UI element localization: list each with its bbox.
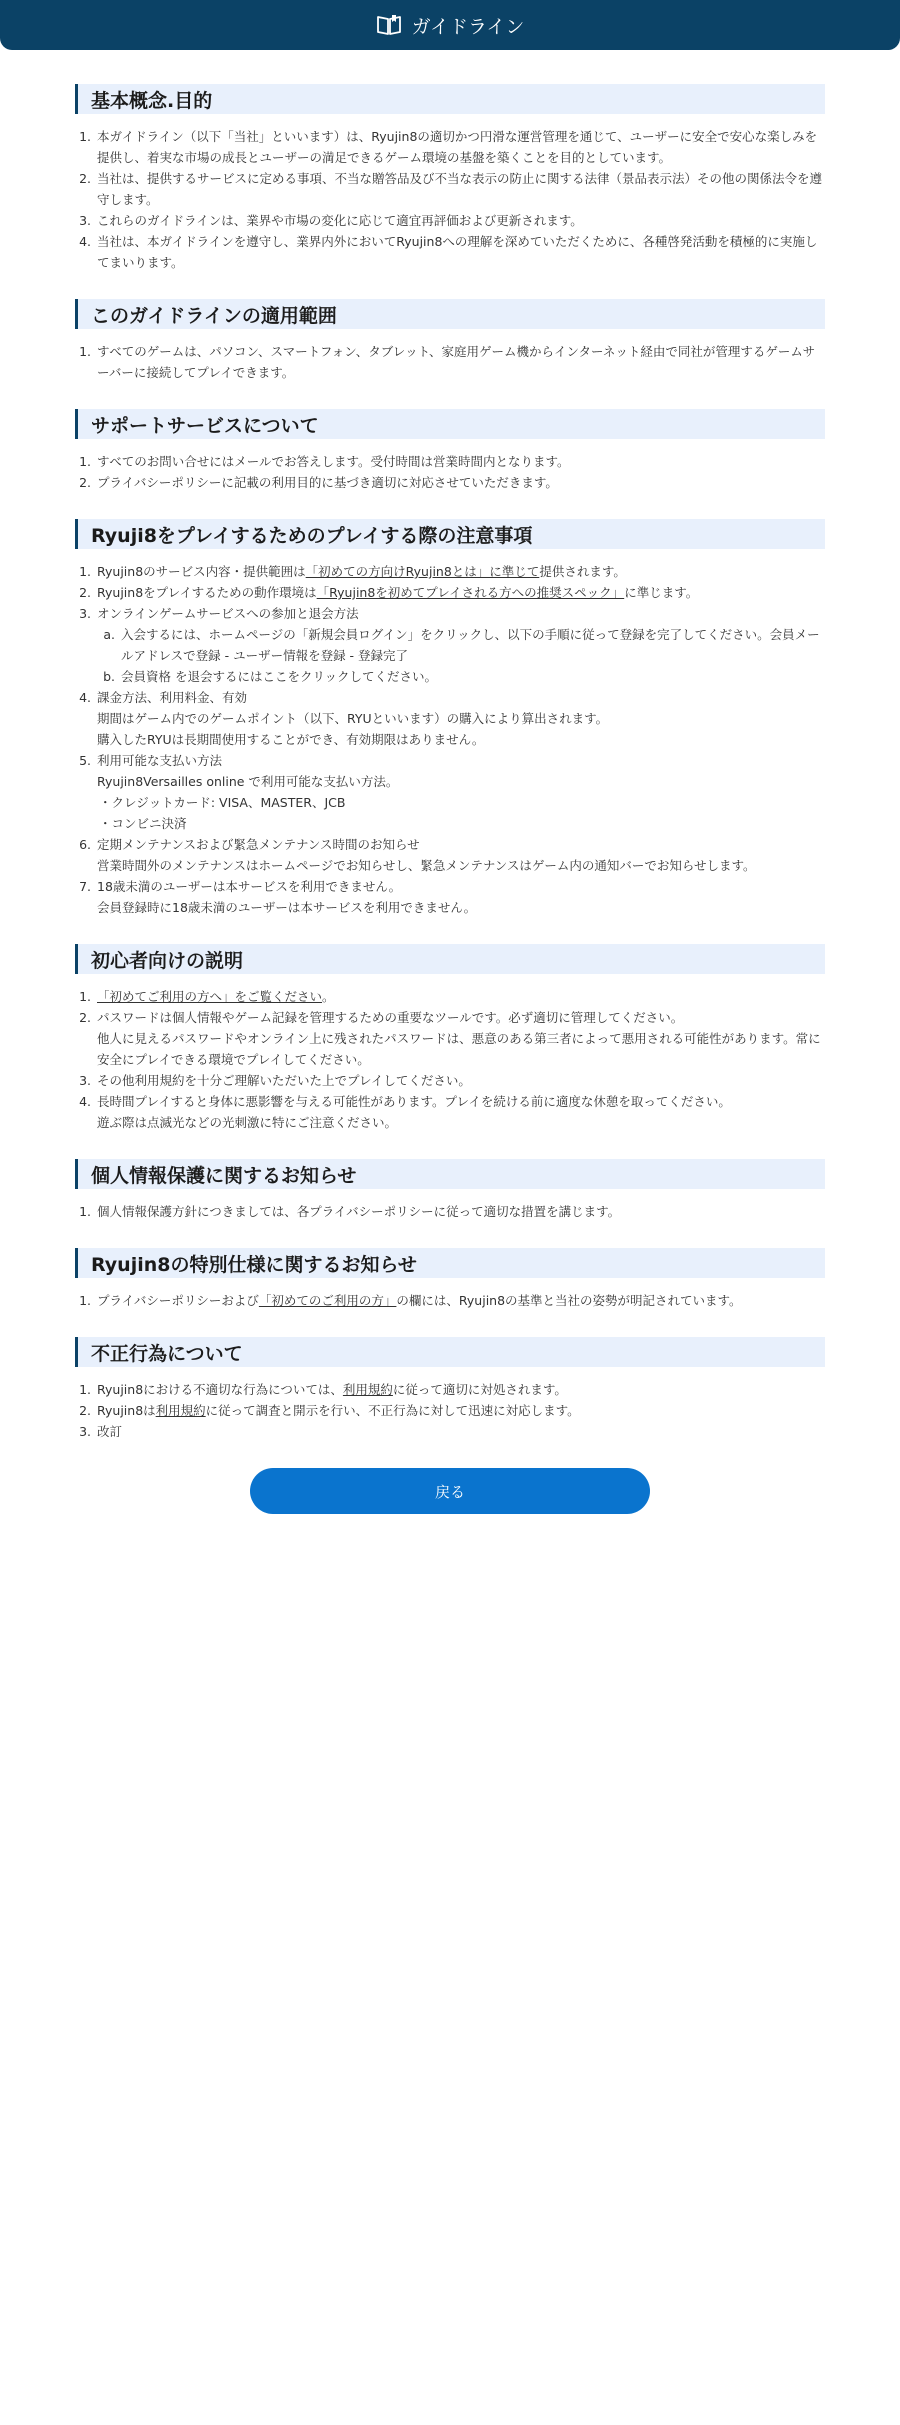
item-text: に従って適切に対処されます。 (392, 1382, 567, 1397)
list-item: 1. 本ガイドライン（以下「当社」といいます）は、Ryujin8の適切かつ円滑な運営管理を通じて、ユーザーに安全で安心な楽しみを提供し、着実な市場の成長とユーザーの満足できるゲーム環境の基盤を築くことを目的としています。 (95, 126, 825, 168)
list-item: 2. 当社は、提供するサービスに定める事項、不当な贈答品及び不当な表示の防止に関する法律（景品表示法）その他の関係法令を遵守します。 (95, 168, 825, 210)
list-item: 1. 個人情報保護方針につきましては、各プライバシーポリシーに従って適切な措置を講じます。 (95, 1201, 825, 1222)
list-item (95, 1290, 825, 1311)
list-item: 1. すべてのゲームは、パソコン、スマートフォン、タブレット、家庭用ゲーム機からインターネット経由で同社が管理するゲームサーバーに接続してプレイできます。 (95, 341, 825, 383)
list-item (95, 582, 825, 603)
section-list (75, 561, 825, 918)
sub-list-item: a. 入会するには、ホームページの「新規会員ログイン」をクリックし、以下の手順に従って登録を完了してください。会員メールアドレスで登録 - ユーザー情報を登録 - 登録完了 (119, 624, 825, 666)
section-list (75, 1201, 825, 1222)
list-item: 4. 当社は、本ガイドラインを遵守し、業界内外においてRyujin8への理解を深めていただくために、各種啓発活動を積極的に実施してまいります。 (95, 231, 825, 273)
list-item (95, 1091, 825, 1133)
section-play-notes (75, 519, 825, 918)
item-detail: 営業時間外のメンテナンスはホームページでお知らせし、緊急メンテナンスはゲーム内の通知バーでお知らせします。 (97, 858, 756, 873)
page-header (0, 0, 900, 50)
section-title: 基本概念.目的 (75, 84, 825, 114)
item-text: に準じます。 (624, 585, 699, 600)
section-list (75, 126, 825, 273)
list-item (95, 1379, 825, 1400)
list-item (95, 687, 825, 750)
item-text: Ryujin8における不適切な行為については、 (97, 1382, 343, 1397)
section-title: 初心者向けの説明 (75, 944, 825, 974)
sub-list (97, 624, 825, 687)
section-title: 不正行為について (75, 1337, 825, 1367)
item-text: Ryujin8は (97, 1403, 156, 1418)
guideline-content (0, 50, 900, 1514)
section-special-spec (75, 1248, 825, 1311)
item-text: Ryujin8のサービス内容・提供範囲は (97, 564, 306, 579)
section-title: サポートサービスについて (75, 409, 825, 439)
item-text: に従って調査と開示を行い、不正行為に対して迅速に対応します。 (205, 1403, 580, 1418)
section-title: 個人情報保護に関するお知らせ (75, 1159, 825, 1189)
item-text: 定期メンテナンスおよび緊急メンテナンス時間のお知らせ (97, 837, 420, 852)
section-list (75, 341, 825, 383)
list-item: 3. その他利用規約を十分ご理解いただいた上でプレイしてください。 (95, 1070, 825, 1091)
item-text: 長時間プレイすると身体に悪影響を与える可能性があります。プレイを続ける前に適度な休憩を取ってください。 (97, 1094, 731, 1109)
section-misconduct (75, 1337, 825, 1442)
item-detail: 期間はゲーム内でのゲームポイント（以下、RYUといいます）の購入により算出されます。 (97, 711, 609, 726)
back-button[interactable]: 戻る (250, 1468, 650, 1514)
item-text: プライバシーポリシーおよび (97, 1293, 259, 1308)
section-privacy (75, 1159, 825, 1222)
list-item (95, 561, 825, 582)
item-text: の欄には、Ryujin8の基準と当社の姿勢が明記されています。 (396, 1293, 742, 1308)
section-title: このガイドラインの適用範囲 (75, 299, 825, 329)
item-detail: Ryujin8Versailles online で利用可能な支払い方法。 (97, 774, 399, 789)
page-title: ガイドライン (411, 15, 525, 38)
section-support (75, 409, 825, 493)
terms-link[interactable]: 利用規約 (342, 1382, 393, 1397)
item-text: 課金方法、利用料金、有効 (97, 690, 248, 705)
section-basic-purpose (75, 84, 825, 273)
section-list (75, 986, 825, 1133)
first-use-link[interactable]: 「初めてのご利用の方」 (258, 1293, 397, 1308)
item-detail: 購入したRYUは長期間使用することができ、有効期限はありません。 (97, 732, 485, 747)
list-item (95, 986, 825, 1007)
item-detail: 会員登録時に18歳未満のユーザーは本サービスを利用できません。 (97, 900, 477, 915)
list-item: 1. すべてのお問い合せにはメールでお答えします。受付時間は営業時間内となります。 (95, 451, 825, 472)
item-text: 提供されます。 (539, 564, 626, 579)
section-list (75, 1379, 825, 1442)
item-text: Ryujin8をプレイするための動作環境は (97, 585, 317, 600)
section-title: Ryujin8の特別仕様に関するお知らせ (75, 1248, 825, 1278)
payment-methods-list (97, 792, 825, 834)
item-text: パスワードは個人情報やゲーム記録を管理するための重要なツールです。必ず適切に管理してください。 (97, 1010, 684, 1025)
list-item: 3. これらのガイドラインは、業界や市場の変化に応じて適宜再評価および更新されます。 (95, 210, 825, 231)
list-item (95, 603, 825, 687)
item-text: 。 (322, 989, 335, 1004)
intro-link[interactable]: 「初めての方向けRyujin8とは」に準じて (305, 564, 540, 579)
item-text: オンラインゲームサービスへの参加と退会方法 (97, 606, 359, 621)
book-icon (376, 13, 402, 37)
item-text: 利用可能な支払い方法 (97, 753, 223, 768)
list-item (95, 1400, 825, 1421)
back-button-wrapper (75, 1468, 825, 1514)
list-item: 2. プライバシーポリシーに記載の利用目的に基づき適切に対応させていただきます。 (95, 472, 825, 493)
section-title: Ryuji8をプレイするためのプレイする際の注意事項 (75, 519, 825, 549)
payment-method: ・ クレジットカード: VISA、MASTER、JCB (97, 792, 825, 813)
item-text: 18歳未満のユーザーは本サービスを利用できません。 (97, 879, 402, 894)
list-item (95, 834, 825, 876)
item-detail: 他人に見えるパスワードやオンライン上に残されたパスワードは、悪意のある第三者によって悪用される可能性があります。常に安全にプレイできる環境でプレイしてください。 (97, 1031, 821, 1067)
list-item: 3. 改訂 (95, 1421, 825, 1442)
item-detail: 遊ぶ際は点滅光などの光刺激に特にご注意ください。 (97, 1115, 398, 1130)
sub-list-item: b. 会員資格 を退会するにはここをクリックしてください。 (119, 666, 825, 687)
list-item (95, 750, 825, 834)
section-beginners (75, 944, 825, 1133)
first-time-link[interactable]: 「初めてご利用の方へ」をご覧ください (97, 989, 323, 1004)
list-item (95, 876, 825, 918)
section-scope (75, 299, 825, 383)
payment-method: ・ コンビニ決済 (97, 813, 825, 834)
recommended-spec-link[interactable]: 「Ryujin8を初めてプレイされる方への推奨スペック」 (316, 585, 625, 600)
list-item (95, 1007, 825, 1070)
terms-link[interactable]: 利用規約 (155, 1403, 206, 1418)
section-list (75, 1290, 825, 1311)
section-list (75, 451, 825, 493)
